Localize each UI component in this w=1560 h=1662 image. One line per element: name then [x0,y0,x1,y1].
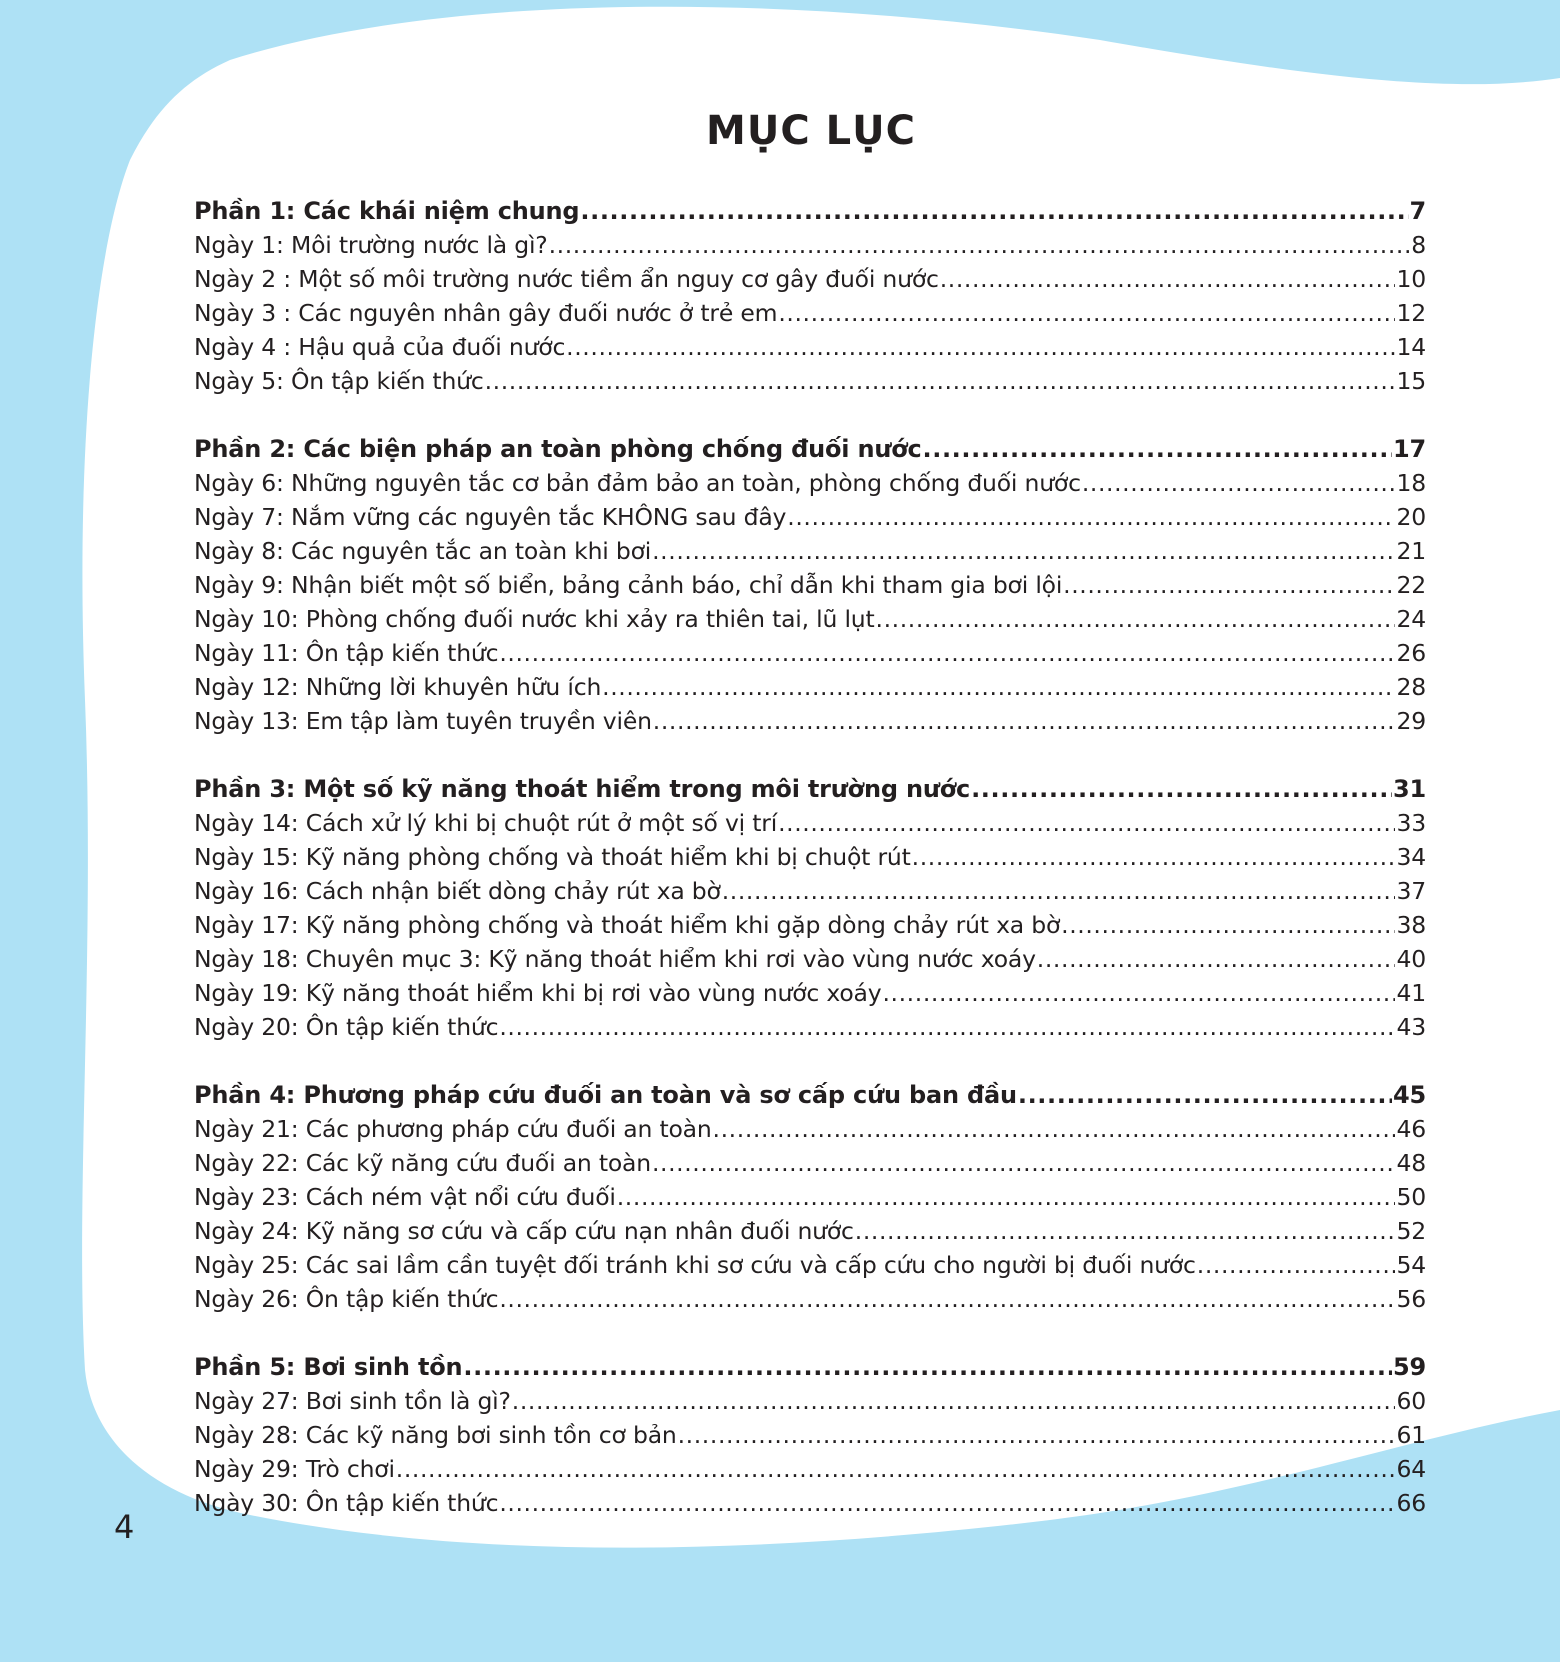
dot-leader [512,1384,1396,1418]
dot-leader [713,1112,1396,1146]
toc-entry-page-number: 54 [1396,1251,1426,1279]
page-number: 4 [114,1508,135,1546]
toc-section-heading[interactable] [194,772,1426,806]
toc-entry-page-number: 7 [1409,197,1426,225]
toc-entry[interactable] [194,330,1426,364]
toc-entry-label: Ngày 26: Ôn tập kiến thức [194,1285,499,1313]
toc-entry[interactable] [194,262,1426,296]
toc-entry-label: Phần 3: Một số kỹ năng thoát hiểm trong môi trường nước [194,775,971,803]
dot-leader [1061,908,1395,942]
toc-entry[interactable] [194,1384,1426,1418]
toc-entry-label: Ngày 27: Bơi sinh tồn là gì? [194,1387,511,1415]
toc-entry-page-number: 18 [1396,469,1426,497]
toc-entry-page-number: 43 [1396,1013,1426,1041]
toc-entry[interactable] [194,1486,1426,1520]
toc-entry-label: Ngày 17: Kỹ năng phòng chống và thoát hiểm khi gặp dòng chảy rút xa bờ [194,911,1061,939]
toc-entry-label: Ngày 3 : Các nguyên nhân gây đuối nước ở trẻ em [194,299,778,327]
toc-entry-page-number: 45 [1393,1081,1426,1109]
dot-leader [787,500,1395,534]
toc-entry-label: Ngày 14: Cách xử lý khi bị chuột rút ở một số vị trí [194,809,778,837]
toc-entry-label: Phần 5: Bơi sinh tồn [194,1353,463,1381]
toc-entry-label: Ngày 13: Em tập làm tuyên truyền viên [194,707,652,735]
dot-leader [1082,466,1396,500]
toc-entry-page-number: 41 [1396,979,1426,1007]
toc-entry[interactable] [194,1282,1426,1316]
toc-entry[interactable] [194,500,1426,534]
toc-entry-page-number: 56 [1396,1285,1426,1313]
toc-entry-page-number: 29 [1396,707,1426,735]
toc-entry-label: Ngày 7: Nắm vững các nguyên tắc KHÔNG sau đây [194,503,787,531]
toc-entry[interactable] [194,976,1426,1010]
toc-entry[interactable] [194,1248,1426,1282]
toc-entry-page-number: 20 [1396,503,1426,531]
toc-entry-label: Ngày 23: Cách ném vật nổi cứu đuối [194,1183,616,1211]
toc-entry[interactable] [194,806,1426,840]
toc-entry[interactable] [194,704,1426,738]
toc-entry[interactable] [194,840,1426,874]
toc-entry[interactable] [194,1112,1426,1146]
toc-entry-label: Phần 4: Phương pháp cứu đuối an toàn và sơ cấp cứu ban đầu [194,1081,1017,1109]
dot-leader [1037,942,1396,976]
dot-leader [652,1146,1396,1180]
dot-leader [617,1180,1396,1214]
toc-entry[interactable] [194,908,1426,942]
toc-entry[interactable] [194,534,1426,568]
dot-leader [499,1486,1395,1520]
toc-entry[interactable] [194,670,1426,704]
dot-leader [499,1010,1395,1044]
toc-entry-label: Ngày 12: Những lời khuyên hữu ích [194,673,602,701]
table-of-contents [194,194,1426,1554]
toc-entry-label: Ngày 5: Ôn tập kiến thức [194,367,484,395]
toc-section [194,772,1426,1044]
toc-section-heading[interactable] [194,1350,1426,1384]
toc-entry-label: Ngày 25: Các sai lầm cần tuyệt đối tránh khi sơ cứu và cấp cứu cho người bị đuối nước [194,1251,1196,1279]
toc-entry-page-number: 10 [1396,265,1426,293]
dot-leader [499,1282,1395,1316]
toc-entry-label: Ngày 21: Các phương pháp cứu đuối an toàn [194,1115,712,1143]
toc-entry[interactable] [194,1146,1426,1180]
toc-section [194,432,1426,738]
dot-leader [566,330,1395,364]
dot-leader [778,296,1395,330]
toc-entry-page-number: 46 [1396,1115,1426,1143]
toc-entry[interactable] [194,602,1426,636]
toc-entry-label: Ngày 18: Chuyên mục 3: Kỹ năng thoát hiểm khi rơi vào vùng nước xoáy [194,945,1036,973]
toc-entry-page-number: 40 [1396,945,1426,973]
toc-entry-label: Ngày 11: Ôn tập kiến thức [194,639,499,667]
toc-entry-page-number: 60 [1396,1387,1426,1415]
toc-entry-page-number: 50 [1396,1183,1426,1211]
dot-leader [602,670,1395,704]
toc-entry[interactable] [194,636,1426,670]
dot-leader [653,704,1396,738]
toc-entry[interactable] [194,466,1426,500]
dot-leader [652,534,1395,568]
toc-entry-label: Ngày 8: Các nguyên tắc an toàn khi bơi [194,537,652,565]
toc-entry[interactable] [194,364,1426,398]
dot-leader [778,806,1395,840]
dot-leader [722,874,1396,908]
toc-entry-page-number: 48 [1396,1149,1426,1177]
toc-entry-page-number: 31 [1393,775,1426,803]
page-title: MỤC LỤC [706,108,916,154]
toc-entry[interactable] [194,568,1426,602]
toc-entry-label: Ngày 10: Phòng chống đuối nước khi xảy ra thiên tai, lũ lụt [194,605,875,633]
dot-leader [396,1452,1396,1486]
toc-section [194,1350,1426,1520]
toc-entry-label: Ngày 6: Những nguyên tắc cơ bản đảm bảo an toàn, phòng chống đuối nước [194,469,1081,497]
dot-leader [580,194,1408,228]
dot-leader [940,262,1396,296]
toc-entry-label: Phần 1: Các khái niệm chung [194,197,580,225]
toc-entry-label: Ngày 22: Các kỹ năng cứu đuối an toàn [194,1149,651,1177]
toc-entry[interactable] [194,1418,1426,1452]
toc-entry[interactable] [194,1010,1426,1044]
toc-section-heading[interactable] [194,1078,1426,1112]
toc-entry-page-number: 14 [1396,333,1426,361]
dot-leader [499,636,1395,670]
dot-leader [678,1418,1396,1452]
toc-entry[interactable] [194,1214,1426,1248]
toc-entry-label: Ngày 2 : Một số môi trường nước tiềm ẩn nguy cơ gây đuối nước [194,265,939,293]
toc-entry-page-number: 12 [1396,299,1426,327]
toc-section-heading[interactable] [194,432,1426,466]
toc-entry-label: Ngày 16: Cách nhận biết dòng chảy rút xa bờ [194,877,721,905]
dot-leader [855,1214,1396,1248]
dot-leader [876,602,1396,636]
toc-entry-page-number: 64 [1396,1455,1426,1483]
toc-entry-page-number: 66 [1396,1489,1426,1517]
dot-leader [1018,1078,1392,1112]
dot-leader [463,1350,1392,1384]
toc-entry-label: Ngày 30: Ôn tập kiến thức [194,1489,499,1517]
dot-leader [882,976,1395,1010]
toc-section [194,1078,1426,1316]
toc-entry-label: Ngày 24: Kỹ năng sơ cứu và cấp cứu nạn nhân đuối nước [194,1217,854,1245]
toc-entry[interactable] [194,1180,1426,1214]
toc-entry-page-number: 8 [1411,231,1426,259]
toc-entry-label: Ngày 4 : Hậu quả của đuối nước [194,333,566,361]
toc-entry[interactable] [194,296,1426,330]
toc-entry-page-number: 17 [1393,435,1426,463]
toc-entry[interactable] [194,942,1426,976]
dot-leader [923,432,1392,466]
toc-entry-label: Ngày 20: Ôn tập kiến thức [194,1013,499,1041]
dot-leader [971,772,1392,806]
toc-entry-page-number: 33 [1396,809,1426,837]
toc-entry[interactable] [194,228,1426,262]
toc-entry-page-number: 26 [1396,639,1426,667]
dot-leader [485,364,1396,398]
toc-entry-label: Ngày 28: Các kỹ năng bơi sinh tồn cơ bản [194,1421,677,1449]
dot-leader [549,228,1411,262]
toc-entry-label: Phần 2: Các biện pháp an toàn phòng chống đuối nước [194,435,922,463]
toc-entry-page-number: 24 [1396,605,1426,633]
toc-entry[interactable] [194,874,1426,908]
dot-leader [1063,568,1395,602]
toc-entry-label: Ngày 29: Trò chơi [194,1455,395,1483]
dot-leader [912,840,1396,874]
toc-entry-page-number: 52 [1396,1217,1426,1245]
toc-entry[interactable] [194,1452,1426,1486]
toc-section [194,194,1426,398]
toc-entry-label: Ngày 15: Kỹ năng phòng chống và thoát hiểm khi bị chuột rút [194,843,911,871]
toc-entry-label: Ngày 1: Môi trường nước là gì? [194,231,548,259]
toc-entry-label: Ngày 9: Nhận biết một số biển, bảng cảnh báo, chỉ dẫn khi tham gia bơi lội [194,571,1063,599]
toc-entry-page-number: 15 [1396,367,1426,395]
toc-entry-label: Ngày 19: Kỹ năng thoát hiểm khi bị rơi vào vùng nước xoáy [194,979,882,1007]
toc-entry-page-number: 59 [1393,1353,1426,1381]
toc-entry-page-number: 34 [1396,843,1426,871]
toc-entry-page-number: 21 [1396,537,1426,565]
toc-entry-page-number: 61 [1396,1421,1426,1449]
toc-section-heading[interactable] [194,194,1426,228]
toc-entry-page-number: 37 [1396,877,1426,905]
toc-entry-page-number: 28 [1396,673,1426,701]
dot-leader [1197,1248,1396,1282]
toc-entry-page-number: 38 [1396,911,1426,939]
toc-entry-page-number: 22 [1396,571,1426,599]
